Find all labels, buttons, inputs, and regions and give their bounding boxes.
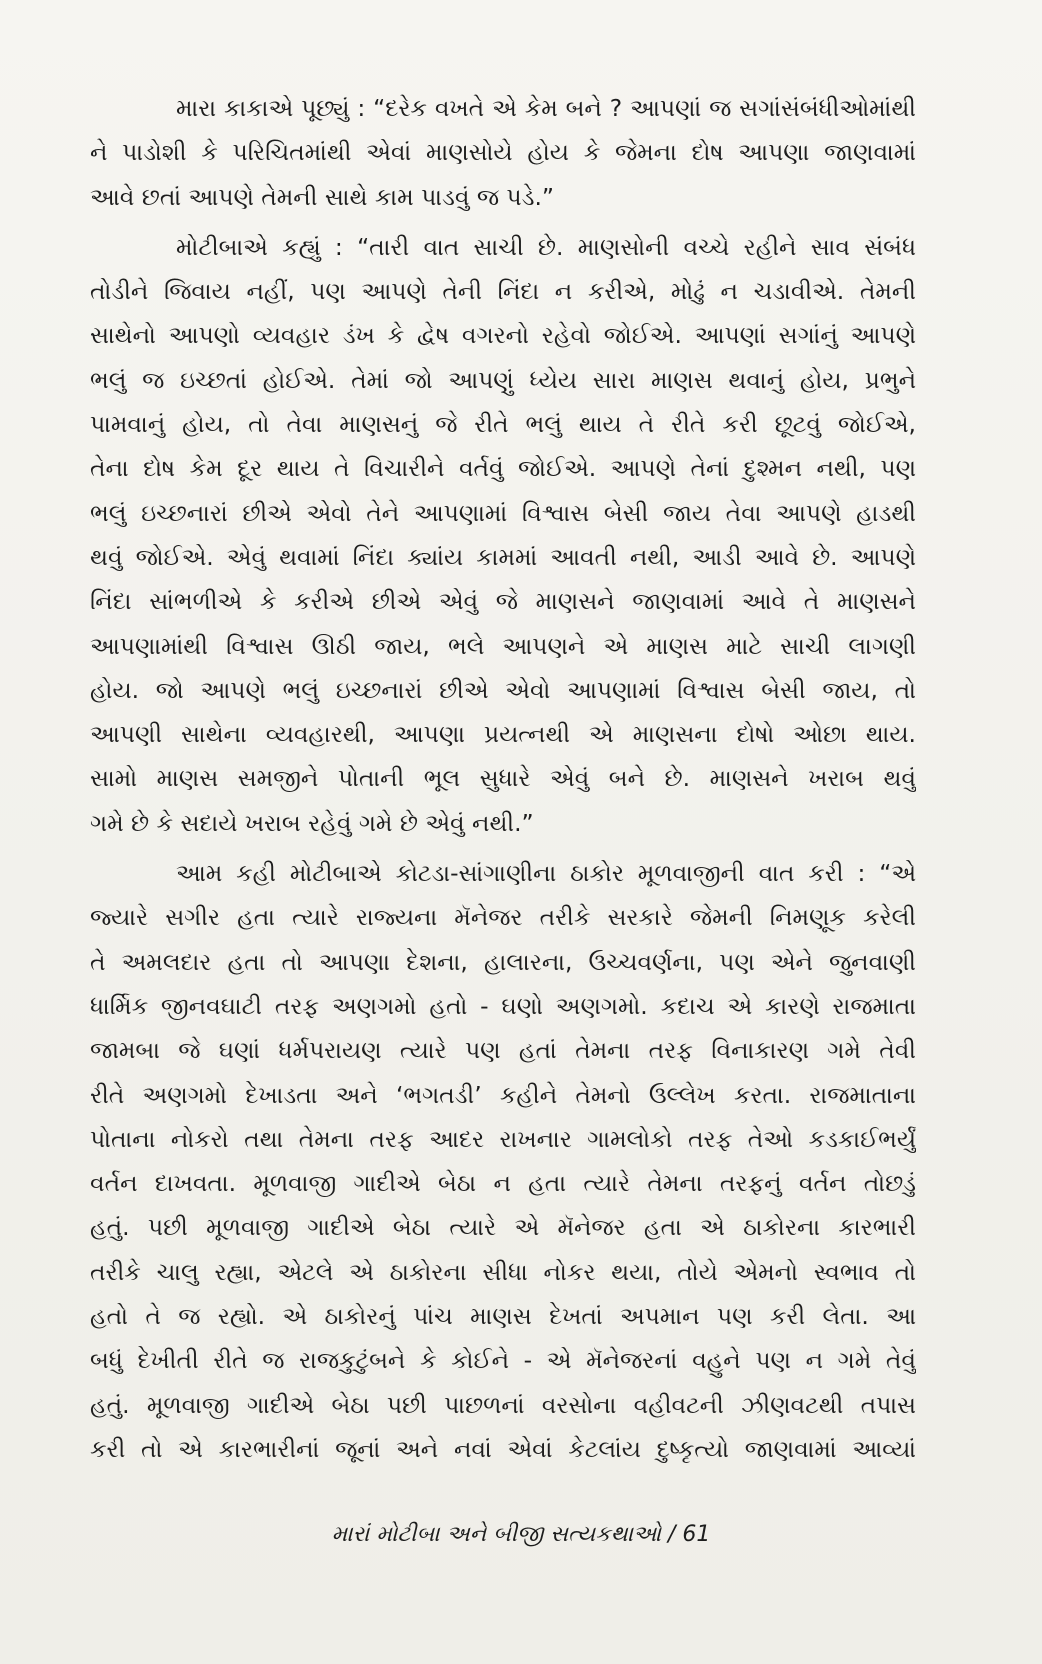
text-line: તરીકે ચાલુ રહ્યા, એટલે એ ઠાકોરના સીધા નોકર થયા, તોયે એમનો સ્વભાવ તો <box>90 1257 916 1286</box>
paragraph-3 <box>90 851 916 1471</box>
text-line: મારા કાકાએ પૂછ્યું : “દરેક વખતે એ કેમ બને ? આપણાં જ સગાંસંબંધીઓમાંથી <box>176 94 916 122</box>
text-line: રીતે અણગમો દેખાડતા અને ‘ભગતડી’ કહીને તેમનો ઉલ્લેખ કરતા. રાજમાતાના <box>90 1080 916 1109</box>
page-footer <box>0 1522 1042 1547</box>
text-line: ભલું ઇચ્છનારાં છીએ એવો તેને આપણામાં વિશ્વાસ બેસી જાય તેવા આપણે હાડથી <box>90 498 916 527</box>
text-line: આમ કહી મોટીબાએ કોટડા-સાંગાણીના ઠાકોર મૂળવાજીની વાત કરી : “એ <box>176 859 916 888</box>
text-line: નિંદા સાંભળીએ કે કરીએ છીએ એવું જે માણસને જાણવામાં આવે તે માણસને <box>90 587 916 616</box>
text-line: આપણામાંથી વિશ્વાસ ઊઠી જાય, ભલે આપણને એ માણસ માટે સાચી લાગણી <box>90 631 916 660</box>
text-line: વર્તન દાખવતા. મૂળવાજી ગાદીએ બેઠા ન હતા ત્યારે તેમના તરફનું વર્તન તોછડું <box>90 1169 916 1198</box>
text-line: તેના દોષ કેમ દૂર થાય તે વિચારીને વર્તવું જોઈએ. આપણે તેનાં દુશ્મન નથી, પણ <box>90 454 916 483</box>
footer-separator: / <box>660 1522 683 1547</box>
text-line: પોતાના નોકરો તથા તેમના તરફ આદર રાખનાર ગામલોકો તરફ તેઓ કડકાઈભર્યું <box>90 1124 916 1153</box>
page-number: 61 <box>682 1522 711 1547</box>
text-line: હતો તે જ રહ્યો. એ ઠાકોરનું પાંચ માણસ દેખતાં અપમાન પણ કરી લેતા. આ <box>90 1302 916 1331</box>
text-line: મોટીબાએ કહ્યું : “તારી વાત સાચી છે. માણસોની વચ્ચે રહીને સાવ સંબંધ <box>176 232 916 261</box>
paragraph-1 <box>90 86 916 219</box>
text-line: ધાર્મિક જીનવઘાટી તરફ અણગમો હતો - ઘણો અણગમો. કદાચ એ કારણે રાજમાતા <box>90 991 916 1020</box>
text-line: જ્યારે સગીર હતા ત્યારે રાજ્યના મૅનેજર તરીકે સરકારે જેમની નિમણૂક કરેલી <box>90 903 916 932</box>
text-line: ગમે છે કે સદાયે ખરાબ રહેવું ગમે છે એવું નથી.” <box>90 808 534 837</box>
text-line: ને પાડોશી કે પરિચિતમાંથી એવાં માણસોયે હોય કે જેમના દોષ આપણા જાણવામાં <box>90 138 916 167</box>
text-line: થવું જોઈએ. એવું થવામાં નિંદા ક્યાંય કામમાં આવતી નથી, આડી આવે છે. આપણે <box>90 542 916 571</box>
paragraph-2 <box>90 225 916 845</box>
text-line: ભલું જ ઇચ્છતાં હોઈએ. તેમાં જો આપણું ધ્યેય સારા માણસ થવાનું હોય, પ્રભુને <box>90 365 916 394</box>
book-title: મારાં મોટીબા અને બીજી સત્યકથાઓ <box>331 1522 661 1547</box>
text-line: કરી તો એ કારભારીનાં જૂનાં અને નવાં એવાં કેટલાંય દુષ્કૃત્યો જાણવામાં આવ્યાં <box>90 1434 916 1463</box>
text-line: આપણી સાથેના વ્યવહારથી, આપણા પ્રયત્નથી એ માણસના દોષો ઓછા થાય. <box>90 720 916 749</box>
page-body-text <box>90 86 916 1477</box>
text-line: જામબા જે ઘણાં ધર્મપરાયણ ત્યારે પણ હતાં તેમના તરફ વિનાકારણ ગમે તેવી <box>90 1036 916 1065</box>
text-line: સાથેનો આપણો વ્યવહાર ડંખ કે દ્વેષ વગરનો રહેવો જોઈએ. આપણાં સગાંનું આપણે <box>90 321 916 350</box>
text-line: તે અમલદાર હતા તો આપણા દેશના, હાલારના, ઉચ્ચવર્ણના, પણ એને જુનવાણી <box>90 947 916 976</box>
text-line: સામો માણસ સમજીને પોતાની ભૂલ સુધારે એવું બને છે. માણસને ખરાબ થવું <box>90 764 916 793</box>
text-line: હોય. જો આપણે ભલું ઇચ્છનારાં છીએ એવો આપણામાં વિશ્વાસ બેસી જાય, તો <box>90 675 916 704</box>
text-line: આવે છતાં આપણે તેમની સાથે કામ પાડવું જ પડે.” <box>90 182 554 211</box>
text-line: હતું. મૂળવાજી ગાદીએ બેઠા પછી પાછળનાં વરસોના વહીવટની ઝીણવટથી તપાસ <box>90 1390 916 1419</box>
text-line: બધું દેખીતી રીતે જ રાજકુટુંબને કે કોઈને - એ મૅનેજરનાં વહુને પણ ન ગમે તેવું <box>90 1346 916 1375</box>
text-line: તોડીને જિવાય નહીં, પણ આપણે તેની નિંદા ન કરીએ, મોઢું ન ચડાવીએ. તેમની <box>90 277 916 306</box>
text-line: હતું. પછી મૂળવાજી ગાદીએ બેઠા ત્યારે એ મૅનેજર હતા એ ઠાકોરના કારભારી <box>90 1213 916 1242</box>
text-line: પામવાનું હોય, તો તેવા માણસનું જે રીતે ભલું થાય તે રીતે કરી છૂટવું જોઈએ, <box>90 410 916 439</box>
